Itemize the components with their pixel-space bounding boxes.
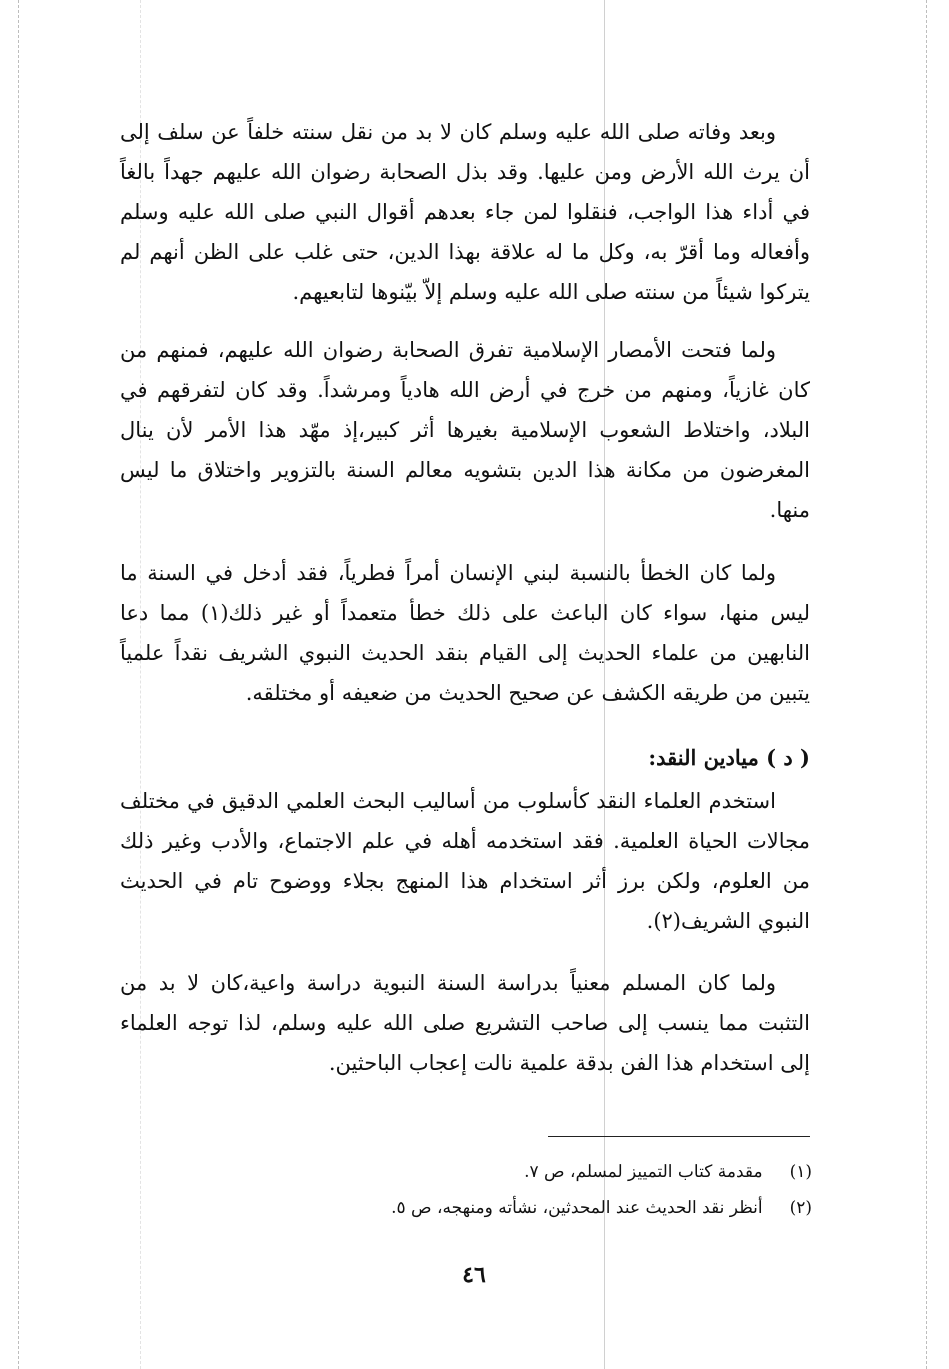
footnote-number: (٢)	[789, 1198, 812, 1218]
footnote-text: مقدمة كتاب التمييز لمسلم، ص ٧.	[524, 1162, 763, 1182]
footnote-1	[200, 1154, 812, 1190]
footnote-text: أنظر نقد الحديث عند المحدثين، نشأته ومنهجه، ص ٥.	[391, 1198, 763, 1218]
scan-edge-left-line	[18, 0, 19, 1369]
paragraph-1: وبعد وفاته صلى الله عليه وسلم كان لا بد من نقل سنته خلفاً عن سلف إلى أن يرث الله الأرض ومن عليها. وقد بذل الصحابة رضوان الله عليهم جهداً بالغاً في أداء هذا الواجب، فنقلوا لمن جاء بعدهم أقوال النبي صلى الله عليه وسلم وأفعاله وما أقرّ به، وكل ما له علاقة بهذا الدين، حتى غلب على الظن أنهم لم يتركوا شيئاً من سنته صلى الله عليه وسلم إلاّ بيّنوها لتابعيهم.	[120, 120, 810, 304]
scan-edge-right-line	[926, 0, 927, 1369]
section-heading: ( د ) ميادين النقد:	[648, 745, 810, 770]
paragraph-5: ولما كان المسلم معنياً بدراسة السنة النبوية دراسة واعية،كان لا بد من التثبت مما ينسب إلى صاحب التشريع صلى الله عليه وسلم، لذا توجه العلماء إلى استخدام هذا الفن بدقة علمية نالت إعجاب الباحثين.	[120, 971, 810, 1075]
paragraph-3: ولما كان الخطأ بالنسبة لبني الإنسان أمراً فطرياً، فقد أدخل في السنة ما ليس منها، سواء كان الباعث على ذلك خطأ متعمداً أو غير ذلك(١) مما دعا النابهين من علماء الحديث إلى القيام بنقد الحديث النبوي الشريف نقداً علمياً يتبين من طريقه الكشف عن صحيح الحديث من ضعيفه أو مختلقه.	[120, 561, 810, 705]
footnote-number: (١)	[789, 1162, 812, 1182]
page-number: ٤٦	[462, 1262, 486, 1288]
footnote-separator	[548, 1136, 810, 1137]
footnotes	[200, 1154, 812, 1226]
paragraph-2: ولما فتحت الأمصار الإسلامية تفرق الصحابة رضوان الله عليهم، فمنهم من كان غازياً، ومنهم من خرج في أرض الله هادياً ومرشداً. وقد كان لتفرقهم في البلاد، واختلاط الشعوب الإسلامية بغيرها أثر كبير،إذ مهّد هذا الأمر لأن ينال المغرضون من مكانة هذا الدين بتشويه معالم السنة بالتزوير واختلاق ما ليس منها.	[120, 338, 810, 522]
footnote-2	[200, 1190, 812, 1226]
paragraph-4: استخدم العلماء النقد كأسلوب من أساليب البحث العلمي الدقيق في مختلف مجالات الحياة العلمية. فقد استخدمه أهله في علم الاجتماع، والأدب وغير ذلك من العلوم، ولكن برز أثر استخدام هذا المنهج بجلاء ووضوح تام في الحديث النبوي الشريف(٢).	[120, 789, 810, 933]
